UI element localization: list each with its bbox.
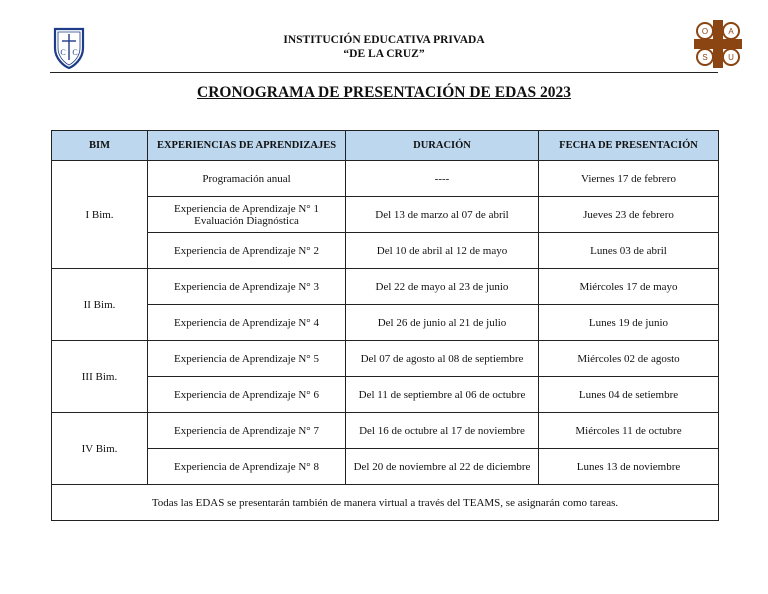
- duracion-cell: Del 20 de noviembre al 22 de diciembre: [346, 449, 539, 485]
- svg-text:A: A: [728, 27, 734, 36]
- table-row: [52, 269, 719, 305]
- fecha-cell: Jueves 23 de febrero: [539, 197, 719, 233]
- table-note-row: [52, 485, 719, 521]
- experiencia-cell: Experiencia de Aprendizaje N° 1 Evaluación Diagnóstica: [148, 197, 346, 233]
- svg-text:C: C: [60, 48, 66, 57]
- experiencia-cell: Programación anual: [148, 161, 346, 197]
- bim-cell: II Bim.: [52, 269, 148, 341]
- bim-cell: IV Bim.: [52, 413, 148, 485]
- experiencia-cell: Experiencia de Aprendizaje N° 8: [148, 449, 346, 485]
- header-experiencias: EXPERIENCIAS DE APRENDIZAJES: [148, 131, 346, 161]
- duracion-cell: Del 26 de junio al 21 de julio: [346, 305, 539, 341]
- fecha-cell: Miércoles 02 de agosto: [539, 341, 719, 377]
- page-title: [0, 84, 768, 102]
- duracion-cell: Del 10 de abril al 12 de mayo: [346, 233, 539, 269]
- experiencia-cell: Experiencia de Aprendizaje N° 2: [148, 233, 346, 269]
- bim-cell: I Bim.: [52, 161, 148, 269]
- experiencia-cell: Experiencia de Aprendizaje N° 4: [148, 305, 346, 341]
- header-fecha: FECHA DE PRESENTACIÓN: [539, 131, 719, 161]
- duracion-cell: Del 11 de septiembre al 06 de octubre: [346, 377, 539, 413]
- fecha-cell: Lunes 19 de junio: [539, 305, 719, 341]
- page-title-text: CRONOGRAMA DE PRESENTACIÓN DE EDAS 2023: [197, 84, 571, 101]
- svg-text:C: C: [72, 48, 78, 57]
- institution-line-2: “DE LA CRUZ”: [343, 48, 425, 60]
- duracion-cell: Del 13 de marzo al 07 de abril: [346, 197, 539, 233]
- table-row: [52, 161, 719, 197]
- table-header-row: [52, 131, 719, 161]
- header-bim: BIM: [52, 131, 148, 161]
- experiencia-cell: Experiencia de Aprendizaje N° 3: [148, 269, 346, 305]
- institution-name: [0, 33, 768, 61]
- duracion-cell: Del 22 de mayo al 23 de junio: [346, 269, 539, 305]
- svg-text:S: S: [702, 53, 708, 62]
- table-row: [52, 305, 719, 341]
- schedule-table: [51, 130, 719, 521]
- table-row: [52, 341, 719, 377]
- header-divider: [50, 72, 718, 73]
- fecha-cell: Lunes 04 de setiembre: [539, 377, 719, 413]
- table-row: [52, 377, 719, 413]
- fecha-cell: Miércoles 11 de octubre: [539, 413, 719, 449]
- svg-text:O: O: [701, 27, 709, 36]
- experiencia-cell: Experiencia de Aprendizaje N° 7: [148, 413, 346, 449]
- svg-text:U: U: [728, 53, 734, 62]
- fecha-cell: Lunes 13 de noviembre: [539, 449, 719, 485]
- experiencia-cell: Experiencia de Aprendizaje N° 5: [148, 341, 346, 377]
- institution-line-1: INSTITUCIÓN EDUCATIVA PRIVADA: [283, 34, 485, 46]
- header-duracion: DURACIÓN: [346, 131, 539, 161]
- fecha-cell: Viernes 17 de febrero: [539, 161, 719, 197]
- duracion-cell: ----: [346, 161, 539, 197]
- duracion-cell: Del 16 de octubre al 17 de noviembre: [346, 413, 539, 449]
- table-row: [52, 233, 719, 269]
- table-row: [52, 197, 719, 233]
- experiencia-cell: Experiencia de Aprendizaje N° 6: [148, 377, 346, 413]
- table-note: Todas las EDAS se presentarán también de manera virtual a través del TEAMS, se asignarán como tareas.: [52, 485, 719, 521]
- bim-cell: III Bim.: [52, 341, 148, 413]
- fecha-cell: Lunes 03 de abril: [539, 233, 719, 269]
- fecha-cell: Miércoles 17 de mayo: [539, 269, 719, 305]
- table-row: [52, 413, 719, 449]
- table-row: [52, 449, 719, 485]
- duracion-cell: Del 07 de agosto al 08 de septiembre: [346, 341, 539, 377]
